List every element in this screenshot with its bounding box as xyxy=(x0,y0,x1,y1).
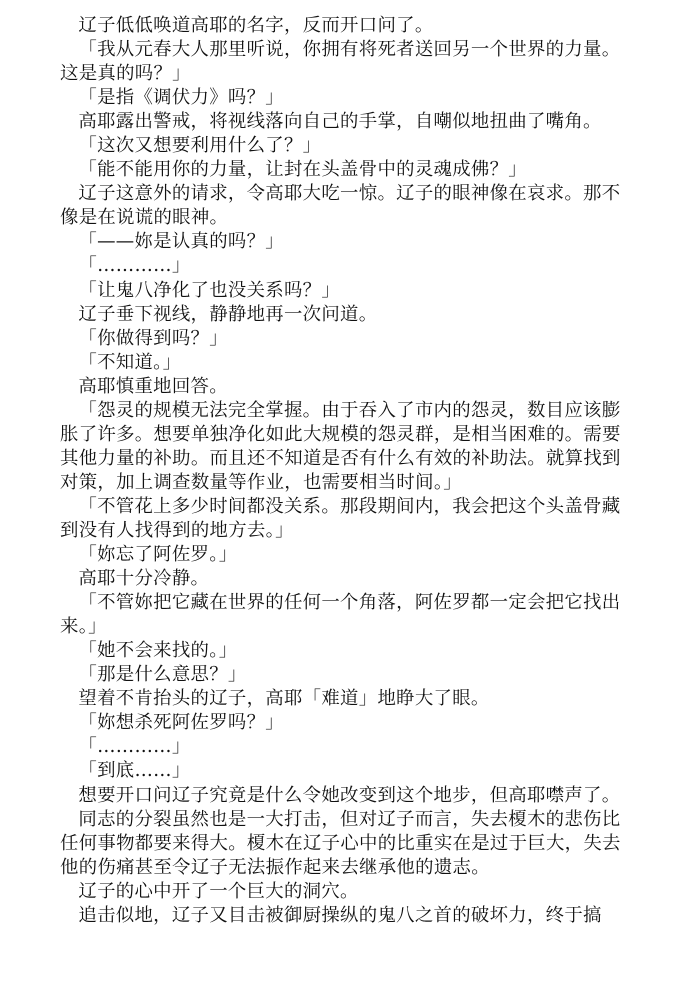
paragraph: 「怨灵的规模无法完全掌握。由于吞入了市内的怨灵，数目应该膨胀了许多。想要单独净化如此大规模的怨灵群，是相当困难的。需要其他力量的补助。而且还不知道是否有什么有效的补助法。就算找到对策，加上调查数量等作业，也需要相当时间。」 xyxy=(60,399,621,493)
paragraph: 「不管妳把它藏在世界的任何一个角落，阿佐罗都一定会把它找出来。」 xyxy=(60,592,621,638)
paragraph: 辽子的心中开了一个巨大的洞穴。 xyxy=(78,880,359,902)
paragraph: 「这次又想要利用什么了？」 xyxy=(78,135,322,157)
paragraph: 「…………」 xyxy=(78,255,191,277)
paragraph: 望着不肯抬头的辽子，高耶「难道」地睁大了眼。 xyxy=(78,688,490,710)
paragraph: 「你做得到吗？」 xyxy=(78,327,228,349)
paragraph: 「她不会来找的。」 xyxy=(78,640,238,662)
paragraph: 辽子垂下视线，静静地再一次问道。 xyxy=(78,303,378,325)
paragraph: 「不管花上多少时间都没关系。那段期间内，我会把这个头盖骨藏到没有人找得到的地方去。」 xyxy=(60,495,621,541)
paragraph: 「妳忘了阿佐罗。」 xyxy=(78,544,238,566)
paragraph: 辽子低低唤道高耶的名字，反而开口问了。 xyxy=(78,15,434,36)
paragraph: 「我从元春大人那里听说，你拥有将死者送回另一个世界的力量。这是真的吗？」 xyxy=(60,39,621,85)
paragraph: 同志的分裂虽然也是一大打击，但对辽子而言，失去榎木的悲伤比任何事物都要来得大。榎木在辽子心中的比重实在是过于巨大，失去他的伤痛甚至令辽子无法振作起来去继承他的遗志。 xyxy=(60,808,621,878)
paragraph: 「那是什么意思？」 xyxy=(78,664,247,686)
paragraph: 「——妳是认真的吗？」 xyxy=(78,231,284,253)
paragraph: 高耶慎重地回答。 xyxy=(78,375,228,397)
novel-page xyxy=(60,14,630,928)
paragraph: 「是指《调伏力》吗？」 xyxy=(78,87,284,109)
paragraph: 「…………」 xyxy=(78,736,191,758)
paragraph: 「能不能用你的力量，让封在头盖骨中的灵魂成佛？」 xyxy=(78,159,527,181)
paragraph: 想要开口问辽子究竟是什么令她改变到这个地步，但高耶噤声了。 xyxy=(78,784,621,806)
paragraph: 追击似地，辽子又目击被御厨操纵的鬼八之首的破坏力，终于搞 xyxy=(78,904,602,926)
paragraph: 「到底……」 xyxy=(78,760,191,782)
paragraph: 高耶十分冷静。 xyxy=(78,568,210,590)
paragraph: 「不知道。」 xyxy=(78,351,182,373)
paragraph: 高耶露出警戒，将视线落向自己的手掌，自嘲似地扭曲了嘴角。 xyxy=(78,111,602,133)
paragraph: 辽子这意外的请求，令高耶大吃一惊。辽子的眼神像在哀求。那不像是在说谎的眼神。 xyxy=(60,183,621,229)
paragraph: 「妳想杀死阿佐罗吗？」 xyxy=(78,712,284,734)
paragraph: 「让鬼八净化了也没关系吗？」 xyxy=(78,279,341,301)
